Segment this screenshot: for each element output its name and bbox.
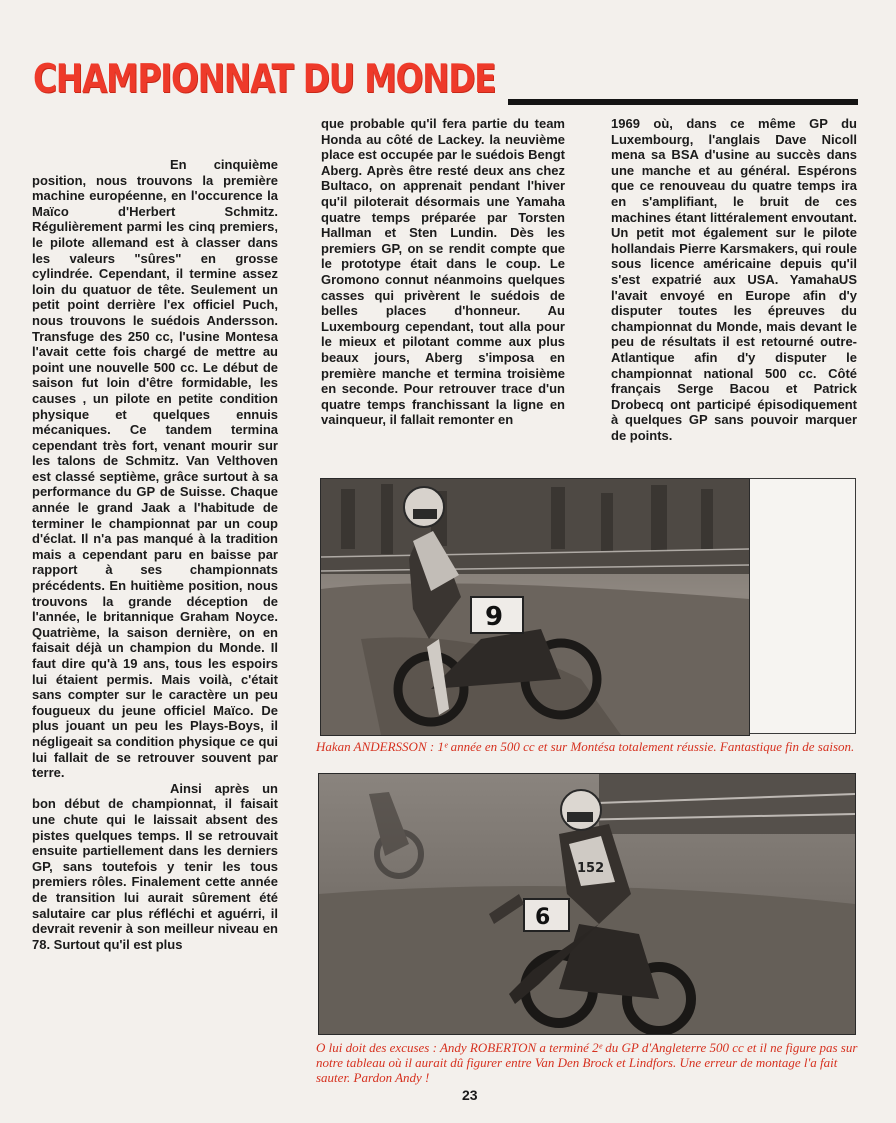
svg-text:6: 6 (535, 905, 551, 930)
article-column-2: que probable qu'il fera partie du team Honda au côté de Lackey. la neuvième place est occupée par le suédois Bengt Aberg. Après être resté deux ans chez Bultaco, on apprenait pendant l'hiver qu'il piloterait désormais une Yamaha quatre temps préparée par Torsten Hallman et Sten Lundin. Dès les premiers GP, on se rendit compte que le prototype était dans le coup. Le Gromono connut néanmoins quelques casses qui privèrent le suédois de belles places d'honneur. Au Luxembourg cependant, tout alla pour le mieux et pilotant comme aux plus beaux jours, Aberg s'imposa en première manche et termina troisième en seconde. Pour retrouver trace d'un quatre temps franchissant la ligne en vainqueur, il fallait remonter en (321, 116, 565, 428)
photo-1 (320, 478, 750, 736)
page-title: CHAMPIONNAT DU MONDE (33, 57, 496, 102)
svg-text:152: 152 (577, 861, 605, 876)
photo-2-caption: O lui doit des excuses : Andy ROBERTON a terminé 2ᵉ du GP d'Angleterre 500 cc et il ne figure pas sur notre tableau où il aurait dû figurer entre Van Den Brock et Lindfors. Une erreur de montage l'a fait sauter. Pardon Andy ! (316, 1040, 858, 1085)
svg-text:9: 9 (485, 602, 504, 632)
photo-1-caption: Hakan ANDERSSON : 1ᵉ année en 500 cc et sur Montésa totalement réussie. Fantastique fin de saison. (316, 739, 855, 754)
title-rule (508, 99, 858, 105)
article-column-1-part-1: En cinquième position, nous trouvons la première machine européenne, en l'occurence la Maïco d'Herbert Schmitz. Régulièrement parmi les cinq premiers, le pilote allemand est à classer dans les valeurs "sûres" en grosse cylindrée. Cependant, il termine assez loin du quatuor de tête. Seulement un petit point derrière l'ex officiel Puch, nous trouvons le suédois Andersson. Transfuge des 250 cc, l'usine Montesa l'avait cette fois chargé de mettre au point une nouvelle 500 cc. Le début de saison fut loin d'être formidable, les causes , un pilote en petite condition physique et quelques ennuis mécaniques. Ce tandem termina cependant très fort, venant mourir sur les talons de Schmitz. Van Velthoven est classé septième, grâce surtout à sa performance du GP de Suisse. Chaque année le grand Jaak a l'habitude de terminer le championnat par un coup d'éclat. Il n'a pas manqué à la tradition mais a cependant paru en baisse par rapport à ses championnats précédents. En huitième position, nous trouvons la grande déception de l'année, le britannique Graham Noyce. Quatrième, la saison dernière, on en faisait déjà un champion du Monde. Il faut dire qu'à 19 ans, tous les espoirs lui étaient permis. Mais voilà, c'était sans compter sur le caractère un peu fougueux du jeune officiel Maïco. De plus jouant un peu les Plays-Boys, il négligeait sa condition physique ce qui lui fallait de se retrouver souvent par terre. (32, 157, 278, 781)
photo-2 (318, 773, 856, 1035)
article-column-3: 1969 où, dans ce même GP du Luxembourg, l'anglais Dave Nicoll mena sa BSA d'usine au succès dans une manche et au général. Espérons que ce renouveau du quatre temps ira en s'amplifiant, le bruit de ces machines étant littéralement envoutant. Un petit mot également sur le pilote hollandais Pierre Karsmakers, qui roule sous licence américaine depuis qu'il s'est expatrié aux USA. YamahaUS l'avait envoyé en Europe afin d'y disputer toutes les épreuves du championnat du Monde, mais devant le peu de résultats il est retourné outre-Atlantique afin d'y disputer le championnat national 500 cc. Côté français Serge Bacou et Patrick Drobecq ont participé épisodiquement à quelques GP sans pouvoir marquer de points. (611, 116, 857, 443)
photo-1-image (321, 479, 749, 735)
photo-2-image (319, 774, 855, 1034)
article-column-1 (32, 157, 278, 952)
page-number: 23 (462, 1087, 478, 1103)
article-column-1-part-2: Ainsi après un bon début de championnat, il faisait une chute qui le laissait absent des pistes quelques temps. Il se retrouvait ensuite partiellement dans les derniers GP, sans toutefois y tenir les tous premiers rôles. Finalement cette année de transition lui aurait sûrement été salutaire car plus réfléchi et aguérri, il devrait revenir à son meilleur niveau en 78. Surtout qu'il est plus (32, 780, 278, 952)
